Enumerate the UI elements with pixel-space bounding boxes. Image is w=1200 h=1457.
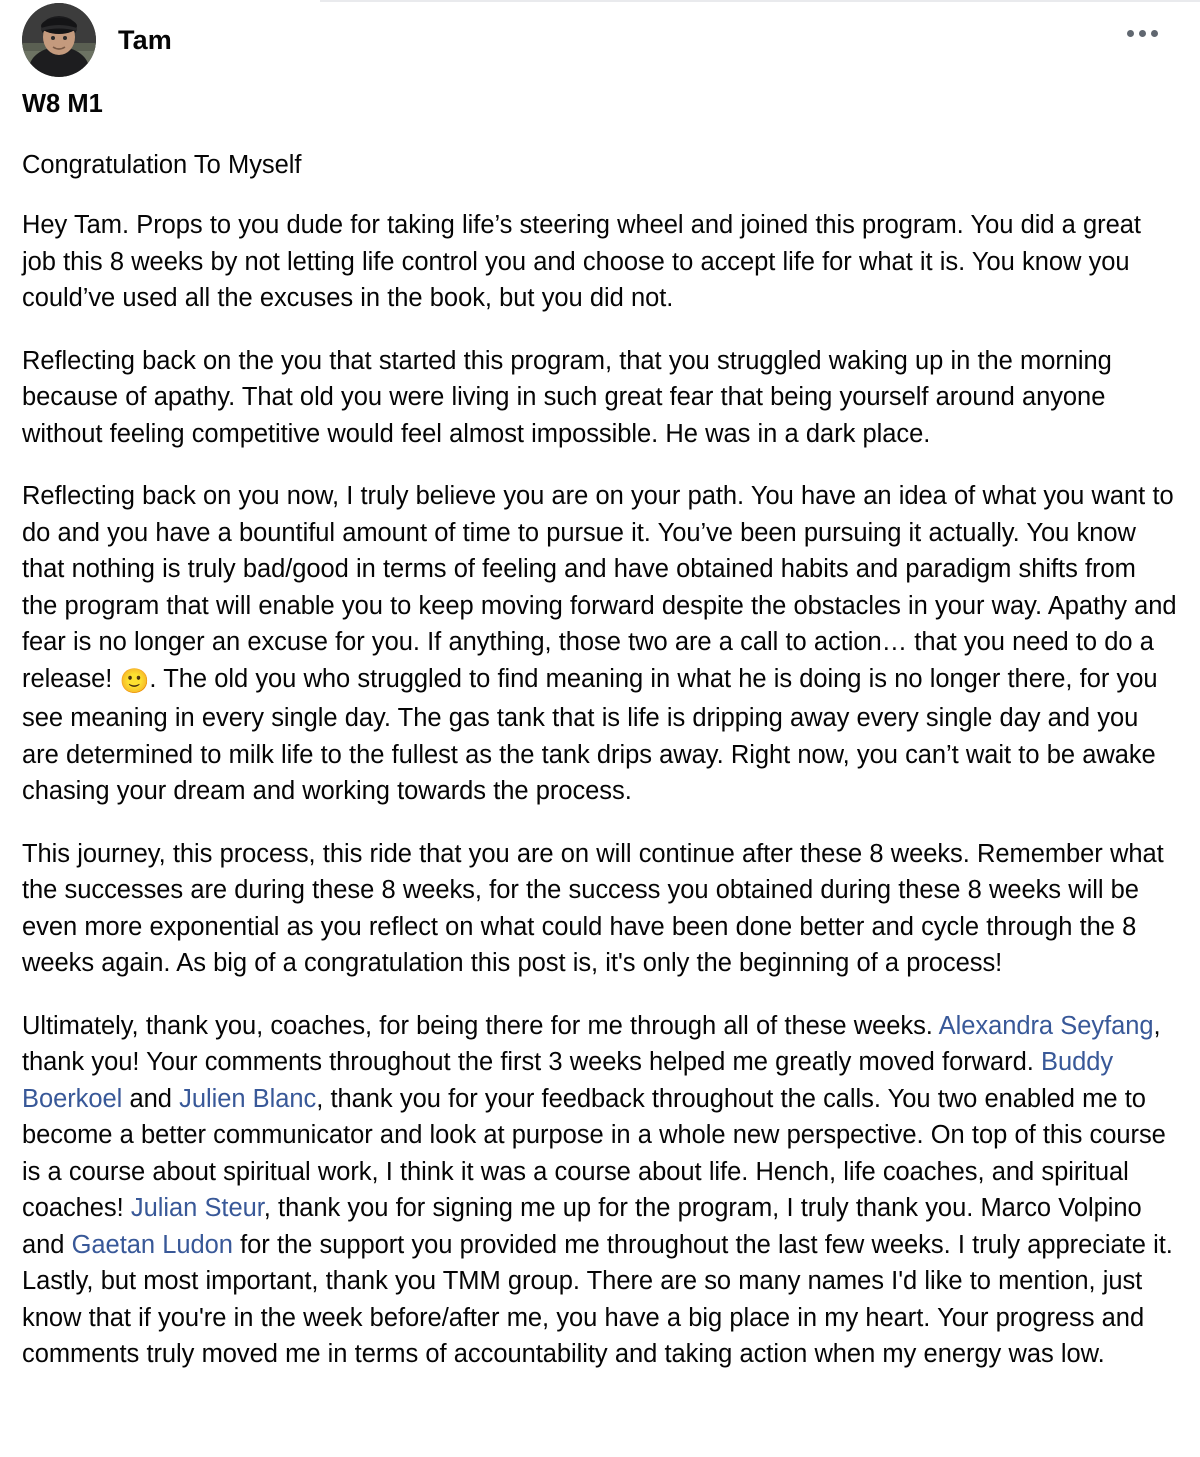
thanks-text-2: , thank you! Your comments throughout the first 3 weeks helped me greatly moved forward. <box>22 1011 1161 1076</box>
mention-julian-steur[interactable]: Julian Steur <box>130 1194 264 1222</box>
post-subtitle: Congratulation To Myself <box>22 150 302 179</box>
post-paragraph-2: Reflecting back on the you that started this program, that you struggled waking up in the morning because of apathy. That old you were living in such great fear that being yourself around anyone without feeling competitive would feel almost impossible. He was in a dark place. <box>22 346 1112 448</box>
thanks-text-4: , thank you for your feedback throughout the calls. You two enabled me to become a better communicator and look at purpose in a whole new perspective. On top of this course is a course about spiritual work, I think it was a course about life. Hench, life coaches, and spiritual coaches! <box>22 1084 1166 1222</box>
thanks-text-5: , thank you for signing me up for the program, I truly thank you. Marco Volpino and <box>22 1194 1142 1259</box>
author-name[interactable]: Tam <box>118 24 172 55</box>
post-paragraph-5 <box>22 1008 1178 1373</box>
mention-alexandra-seyfang[interactable]: Alexandra Seyfang <box>938 1011 1154 1040</box>
paragraph-3-text-before: Reflecting back on you now, I truly believe you are on your path. You have an idea of what you want to do and you have a bountiful amount of time to pursue it. You’ve been pursuing it actually. You know that nothing is truly bad/good in terms of feeling and have obtained habits and paradigm shifts from the program that will enable you to keep moving forward despite the obstacles in your way. Apathy and fear is no longer an excuse for you. If anything, those two are a call to action… that you need to do a release! <box>22 482 1177 693</box>
post-paragraph-1: Hey Tam. Props to you dude for taking life’s steering wheel and joined this program. You did a great job this 8 weeks by not letting life control you and choose to accept life for what it is. You know you could’ve used all the excuses in the book, but you did not. <box>22 211 1141 312</box>
post-paragraph-3 <box>22 478 1178 810</box>
slightly-smiling-face-emoji: 🙂 <box>119 667 150 695</box>
post-header <box>22 0 1178 78</box>
paragraph-3-text-after: . The old you who struggled to find meaning in what he is doing is no longer there, for you see meaning in every single day. The gas tank that is life is dripping away every single day and you are determined to milk life to the fullest as the tank drips away. Right now, you can’t wait to be awake chasing your dream and working towards the process. <box>22 664 1158 805</box>
post-title: W8 M1 <box>22 90 103 118</box>
thanks-text-1: Ultimately, thank you, coaches, for being there for me through all of these weeks. <box>22 1011 939 1040</box>
thanks-text-3: and <box>122 1084 180 1113</box>
user-avatar-photo[interactable] <box>22 3 96 77</box>
more-options-icon[interactable] <box>1119 22 1166 45</box>
thanks-text-6: for the support you provided me throughout the last few weeks. I truly appreciate it. Lastly, but most important, thank you TMM group. There are so many names I'd like to mention, just know that if you're in the week before/after me, you have a big place in my heart. Your progress and comments truly moved me in terms of accountability and taking action when my energy was low. <box>22 1230 1173 1368</box>
mention-buddy-boerkoel[interactable]: Buddy Boerkoel <box>22 1048 1114 1113</box>
post-paragraph-4: This journey, this process, this ride that you are on will continue after these 8 weeks. Remember what the successes are during these 8 weeks, for the success you obtained during these 8 weeks will be even more exponential as you reflect on what could have been done better and cycle through the 8 weeks again. As big of a congratulation this post is, it's only the beginning of a process! <box>22 839 1164 977</box>
mention-julien-blanc[interactable]: Julien Blanc <box>179 1084 317 1113</box>
mention-gaetan-ludon[interactable]: Gaetan Ludon <box>71 1230 233 1259</box>
post-body <box>22 78 1178 1373</box>
